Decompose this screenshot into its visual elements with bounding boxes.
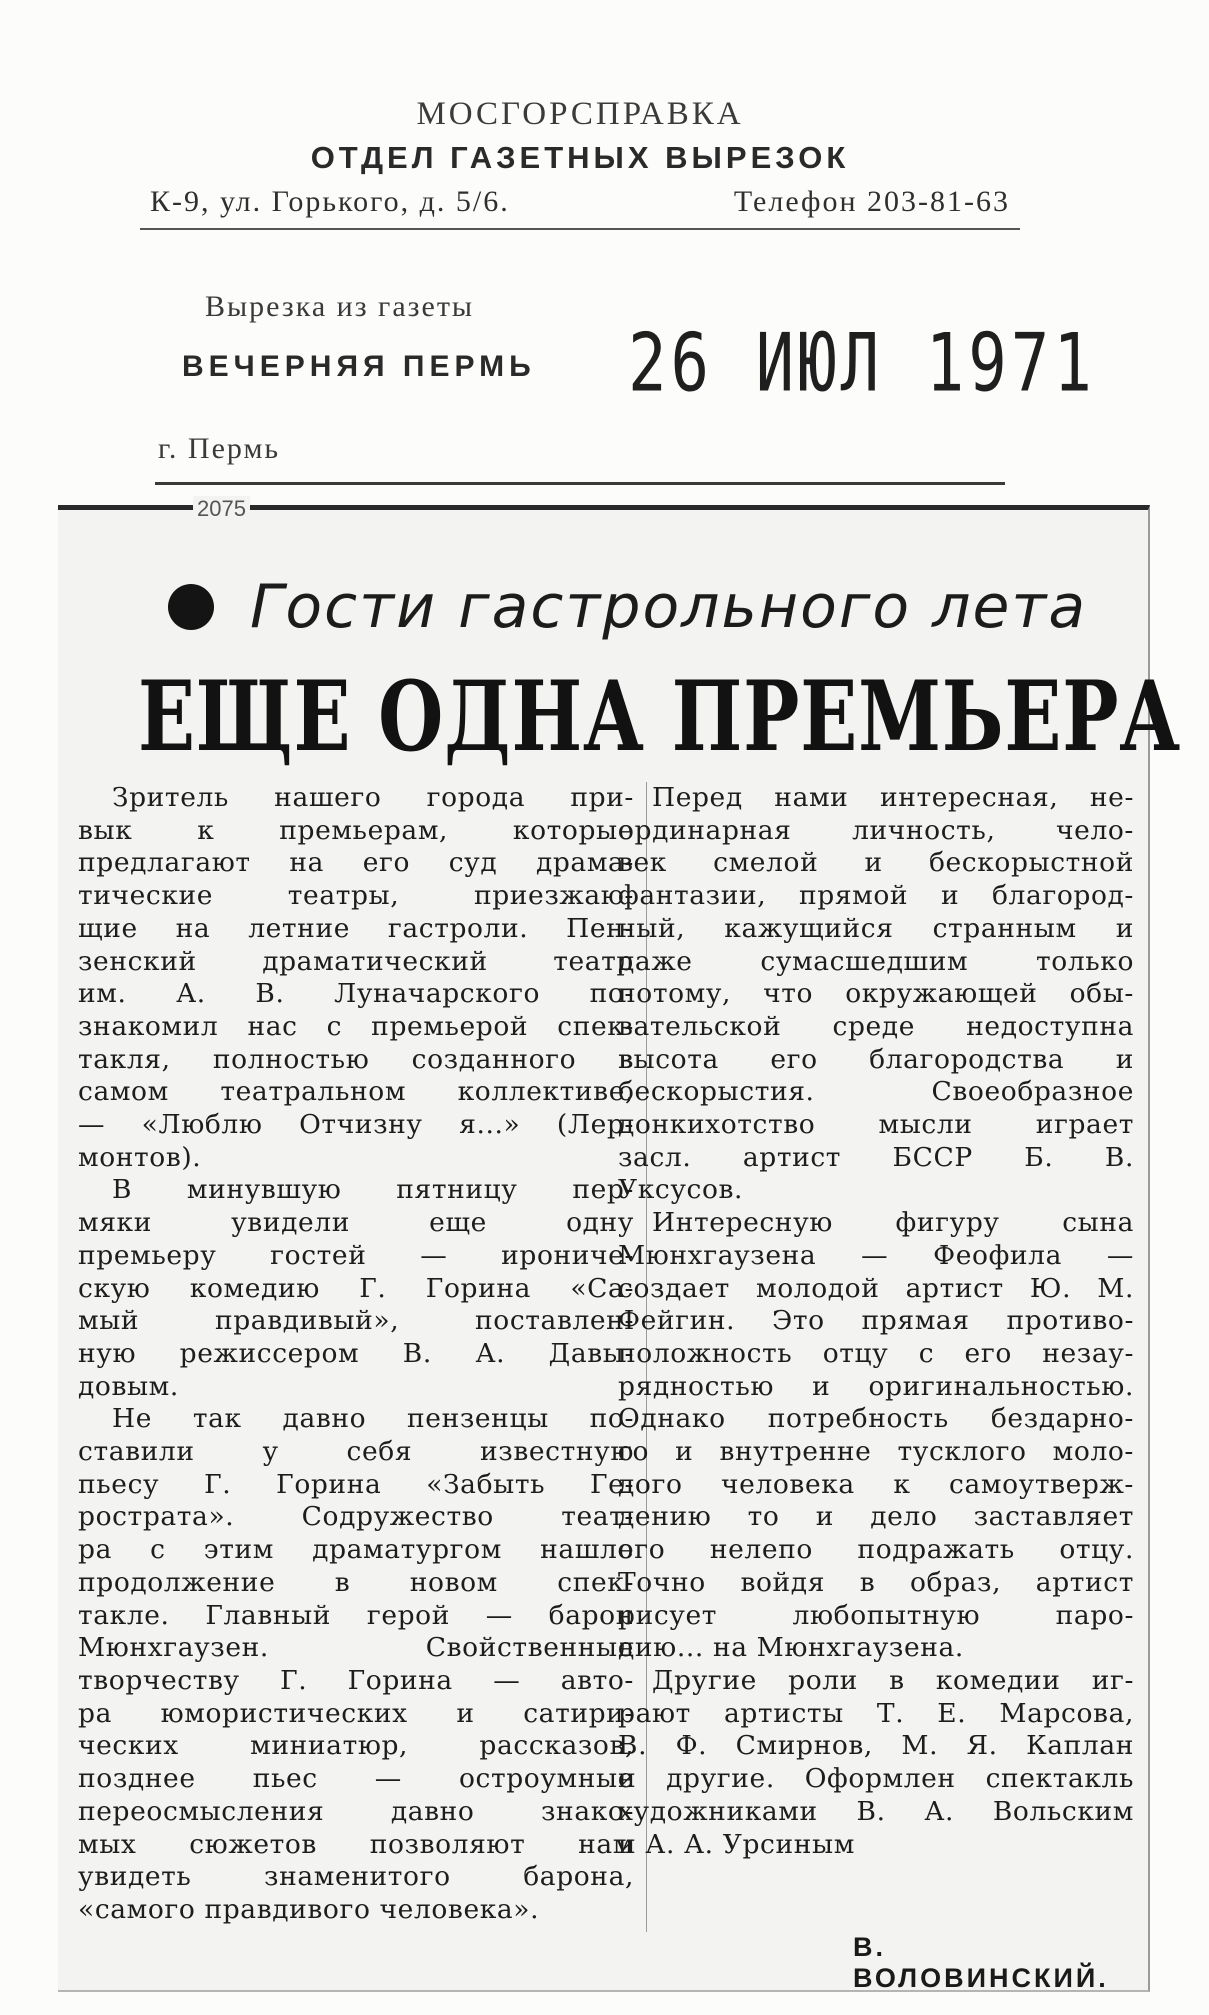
article-text-line: тические театры, приезжаю- — [78, 880, 634, 912]
article-headline: ЕЩЕ ОДНА ПРЕМЬЕРА — [138, 660, 1182, 773]
article-text-line: пьесу Г. Горина «Забыть Ге- — [78, 1468, 634, 1500]
department-name: ОТДЕЛ ГАЗЕТНЫХ ВЫРЕЗОК — [310, 140, 850, 175]
article-text-line: Мюнхгаузен. Свойственные — [78, 1632, 634, 1664]
article-text-line: ра с этим драматургом нашло — [78, 1534, 634, 1566]
article-text-line: переосмысления давно знако- — [78, 1795, 634, 1827]
clip-label: Вырезка из газеты — [205, 290, 475, 323]
article-text-line: позднее пьес — остроумные — [78, 1763, 634, 1795]
article-text-line: довым. — [78, 1370, 179, 1402]
article-text-line: Не так давно пензенцы по- — [112, 1403, 634, 1435]
article-text-line: им. А. В. Луначарского по- — [78, 978, 634, 1010]
article-text-line: ра юмористических и сатири- — [78, 1697, 634, 1729]
newspaper-name: ВЕЧЕРНЯЯ ПЕРМЬ — [182, 350, 536, 383]
article-text-line: Зритель нашего города при- — [112, 782, 634, 813]
article-text-line: рострата». Содружество теат- — [78, 1501, 634, 1533]
article-text-line: дению то и дело заставляет — [618, 1501, 1134, 1533]
article-text-line: Точно войдя в образ, артист — [618, 1566, 1134, 1598]
rubric-title: Гости гастрольного лета — [250, 572, 1088, 642]
article-text-line: рядностью и оригинальностью. — [618, 1370, 1134, 1402]
article-text-line: Фейгин. Это прямая противо- — [618, 1305, 1134, 1337]
article-text-line: Другие роли в комедии иг- — [652, 1664, 1134, 1696]
article-text-line: дию... на Мюнхгаузена. — [618, 1632, 964, 1664]
rubric — [168, 572, 1087, 642]
article-text-line: премьеру гостей — ирониче- — [78, 1239, 634, 1271]
article-text-line: положность отцу с его незау- — [618, 1337, 1134, 1369]
article-text-line: потому, что окружающей обы- — [618, 978, 1134, 1010]
article-text-line: знакомил нас с премьерой спек- — [78, 1010, 634, 1042]
article-text-line: мяки увидели еще одну — [78, 1207, 634, 1239]
article-text-line: ный, кажущийся странным и — [618, 912, 1134, 944]
article-text-line: увидеть знаменитого барона, — [78, 1861, 634, 1893]
agency-name: МОСГОРСПРАВКА — [416, 96, 744, 132]
article-text-line: такля, полностью созданного в — [78, 1043, 634, 1075]
article-text-line: и другие. Оформлен спектакль — [618, 1763, 1134, 1795]
article-text-line: Уксусов. — [618, 1174, 744, 1206]
article-text-line: рисует любопытную паро- — [618, 1599, 1134, 1631]
article-left-column — [78, 782, 638, 1927]
article-text-line: скую комедию Г. Горина «Са- — [78, 1272, 634, 1304]
agency-phone: Телефон 203-81-63 — [733, 185, 1010, 218]
article-text-line: монтов). — [78, 1141, 202, 1173]
clip-number: 2075 — [193, 496, 250, 522]
article-text-line: рают артисты Т. Е. Марсова, — [618, 1697, 1134, 1729]
article-text-line: В минувшую пятницу пер- — [112, 1174, 634, 1206]
article-text-line: художниками В. А. Вольским — [618, 1795, 1134, 1827]
article-text-line: продолжение в новом спек- — [78, 1566, 634, 1598]
city: г. Пермь — [158, 432, 281, 465]
article-text-line: Мюнхгаузена — Феофила — — [618, 1239, 1134, 1271]
article-text-line: вык к премьерам, которые — [78, 814, 634, 846]
article-text-line: мых сюжетов позволяют нам — [78, 1828, 634, 1860]
stamp-contact-row — [140, 180, 1020, 230]
article-text-line: го и внутренне тусклого моло- — [618, 1436, 1134, 1468]
article-text-line: В. Ф. Смирнов, М. Я. Каплан — [618, 1730, 1134, 1762]
article-text-line: самом театральном коллективе, — [78, 1076, 634, 1108]
article-text-line: предлагают на его суд драма- — [78, 847, 634, 879]
article-text-line: высота его благородства и — [618, 1043, 1134, 1075]
article-text-line: его нелепо подражать отцу. — [618, 1534, 1134, 1566]
date-stamp: 26 ИЮЛ 1971 — [628, 318, 1096, 411]
agency-address: К-9, ул. Горького, д. 5/6. — [150, 185, 510, 218]
article-text-line: Однако потребность бездарно- — [618, 1403, 1134, 1435]
article-text-line: «самого правдивого человека». — [78, 1893, 540, 1925]
article-text-line: даже сумасшедшим только — [618, 945, 1134, 977]
article-text-line: засл. артист БССР Б. В. — [618, 1141, 1134, 1173]
article-text-line: щие на летние гастроли. Пен- — [78, 912, 634, 944]
article-byline: В. ВОЛОВИНСКИЙ. — [853, 1932, 1109, 1993]
article-text-line: Перед нами интересная, не- — [652, 782, 1134, 813]
newspaper-clipping — [58, 496, 1182, 1993]
agency-stamp — [140, 92, 1020, 230]
article-text-line: такле. Главный герой — барон — [78, 1599, 634, 1631]
article-text-line: ческих миниатюр, рассказов, — [78, 1730, 634, 1762]
article-text-line: ординарная личность, чело- — [618, 814, 1134, 846]
article-text-line: творчеству Г. Горина — авто- — [78, 1664, 634, 1696]
bullet-icon — [168, 584, 214, 630]
article-text-line: век смелой и бескорыстной — [618, 847, 1134, 879]
article-text-line: донкихотство мысли играет — [618, 1109, 1134, 1141]
article-text-line: — «Люблю Отчизну я...» (Лер- — [78, 1109, 634, 1141]
article-text-line: бескорыстия. Своеобразное — [618, 1076, 1134, 1108]
article-text-line: и А. А. Урсиным — [618, 1828, 855, 1860]
header-rule — [155, 482, 1005, 485]
article-text-line: фантазии, прямой и благород- — [618, 880, 1134, 912]
article-text-line: мый правдивый», поставлен- — [78, 1305, 634, 1337]
article-text-line: вательской среде недоступна — [618, 1010, 1134, 1042]
article-text-line: дого человека к самоутверж- — [618, 1468, 1134, 1500]
article-right-column — [618, 782, 1209, 1861]
article-text-line: ную режиссером В. А. Давы- — [78, 1337, 634, 1369]
article-text-line: зенский драматический театр — [78, 945, 634, 977]
article-text-line: создает молодой артист Ю. М. — [618, 1272, 1134, 1304]
article-text-line: ставили у себя известную — [78, 1436, 634, 1468]
article-text-line: Интересную фигуру сына — [652, 1207, 1134, 1239]
